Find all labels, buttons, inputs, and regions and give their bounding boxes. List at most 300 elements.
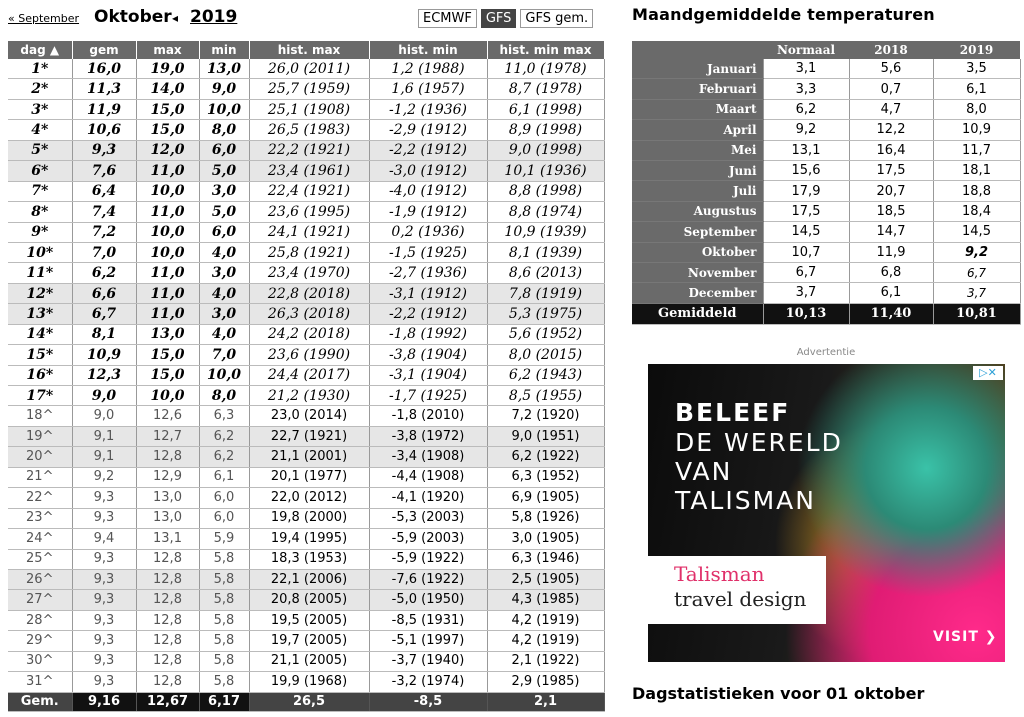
max-cell: 11,0 (136, 304, 199, 324)
day-cell[interactable]: 28^ (8, 610, 72, 630)
hist-min-cell: -3,4 (1908) (369, 447, 487, 467)
col-header-hist-min-max[interactable]: hist. min max (487, 41, 604, 59)
col-header-dag[interactable]: dag ▲ (8, 41, 72, 59)
hist-max-cell: 19,9 (1968) (249, 672, 369, 692)
month-name[interactable]: December (632, 283, 763, 303)
hist-max-cell: 23,6 (1995) (249, 202, 369, 222)
ad-headline-2: DE WERELD (675, 428, 843, 457)
hist-max-cell: 23,4 (1961) (249, 161, 369, 181)
day-cell[interactable]: 25^ (8, 549, 72, 569)
min-cell: 13,0 (199, 59, 249, 79)
hist-max-cell: 22,4 (1921) (249, 181, 369, 201)
table-row (8, 447, 604, 467)
monthly-total-normaal: 10,13 (763, 303, 849, 324)
hist-min-max-cell: 9,0 (1998) (487, 140, 604, 160)
hist-min-cell: -5,3 (2003) (369, 508, 487, 528)
day-cell[interactable]: 16* (8, 365, 72, 385)
hist-min-max-cell: 10,9 (1939) (487, 222, 604, 242)
month-2019: 6,7 (933, 262, 1020, 282)
monthly-total-2019: 10,81 (933, 303, 1020, 324)
ad-logo-brand: Talisman (674, 562, 765, 586)
monthly-col-normaal: Normaal (763, 41, 849, 59)
month-name[interactable]: Februari (632, 79, 763, 99)
day-cell[interactable]: 23^ (8, 508, 72, 528)
hist-min-max-cell: 5,6 (1952) (487, 324, 604, 344)
hist-min-max-cell: 8,8 (1998) (487, 181, 604, 201)
month-2018: 4,7 (849, 99, 933, 119)
model-button-gfs[interactable]: GFS (481, 9, 517, 28)
day-cell[interactable]: 4* (8, 120, 72, 140)
max-cell: 12,8 (136, 569, 199, 589)
max-cell: 12,8 (136, 672, 199, 692)
day-cell[interactable]: 6* (8, 161, 72, 181)
month-name[interactable]: September (632, 222, 763, 242)
hist-min-max-cell: 2,1 (1922) (487, 651, 604, 671)
table-row (8, 590, 604, 610)
col-header-gem[interactable]: gem (72, 41, 136, 59)
table-row (8, 59, 604, 79)
hist-max-cell: 22,8 (2018) (249, 283, 369, 303)
hist-max-cell: 22,7 (1921) (249, 426, 369, 446)
col-header-min[interactable]: min (199, 41, 249, 59)
month-2018: 14,7 (849, 222, 933, 242)
hist-min-cell: -3,8 (1904) (369, 345, 487, 365)
hist-min-cell: 1,2 (1988) (369, 59, 487, 79)
month-2018: 17,5 (849, 160, 933, 180)
day-cell[interactable]: 22^ (8, 488, 72, 508)
gem-cell: 7,0 (72, 242, 136, 262)
max-cell: 11,0 (136, 202, 199, 222)
table-row (8, 386, 604, 406)
hist-min-cell: -1,2 (1936) (369, 99, 487, 119)
day-cell[interactable]: 14* (8, 324, 72, 344)
gem-cell: 9,0 (72, 386, 136, 406)
month-normaal: 17,9 (763, 181, 849, 201)
ad-headline-1: BELEEF (675, 398, 791, 427)
hist-max-cell: 21,1 (2005) (249, 651, 369, 671)
total-hist-min-max: 2,1 (487, 692, 604, 711)
hist-min-max-cell: 9,0 (1951) (487, 426, 604, 446)
month-normaal: 6,2 (763, 99, 849, 119)
gem-cell: 6,6 (72, 283, 136, 303)
gem-cell: 7,6 (72, 161, 136, 181)
month-name[interactable]: April (632, 120, 763, 140)
hist-min-max-cell: 8,5 (1955) (487, 386, 604, 406)
max-cell: 11,0 (136, 263, 199, 283)
hist-min-cell: -3,8 (1972) (369, 426, 487, 446)
month-2019: 18,4 (933, 201, 1020, 221)
gem-cell: 9,3 (72, 488, 136, 508)
max-cell: 10,0 (136, 181, 199, 201)
month-2019: 9,2 (933, 242, 1020, 262)
table-row (8, 508, 604, 528)
month-2019: 18,8 (933, 181, 1020, 201)
table-row (8, 263, 604, 283)
month-row (632, 79, 1020, 99)
advertisement-banner[interactable] (648, 364, 1005, 662)
min-cell: 3,0 (199, 304, 249, 324)
col-header-hist-max[interactable]: hist. max (249, 41, 369, 59)
min-cell: 6,1 (199, 467, 249, 487)
table-row (8, 79, 604, 99)
month-name[interactable]: Juni (632, 160, 763, 180)
month-2018: 12,2 (849, 120, 933, 140)
max-cell: 12,9 (136, 467, 199, 487)
month-normaal: 13,1 (763, 140, 849, 160)
day-cell[interactable]: 19^ (8, 426, 72, 446)
month-2018: 11,9 (849, 242, 933, 262)
table-row (8, 631, 604, 651)
gem-cell: 9,2 (72, 467, 136, 487)
max-cell: 11,0 (136, 161, 199, 181)
max-cell: 15,0 (136, 99, 199, 119)
min-cell: 6,0 (199, 508, 249, 528)
day-cell[interactable]: 17* (8, 386, 72, 406)
month-row (632, 222, 1020, 242)
month-row (632, 283, 1020, 303)
hist-max-cell: 26,3 (2018) (249, 304, 369, 324)
hist-min-max-cell: 6,9 (1905) (487, 488, 604, 508)
day-cell[interactable]: 13* (8, 304, 72, 324)
day-cell[interactable]: 1* (8, 59, 72, 79)
gem-cell: 9,3 (72, 569, 136, 589)
month-normaal: 3,3 (763, 79, 849, 99)
max-cell: 10,0 (136, 386, 199, 406)
month-2018: 6,8 (849, 262, 933, 282)
hist-min-max-cell: 5,8 (1926) (487, 508, 604, 528)
min-cell: 5,8 (199, 590, 249, 610)
hist-max-cell: 25,7 (1959) (249, 79, 369, 99)
table-row (8, 283, 604, 303)
hist-max-cell: 19,7 (2005) (249, 631, 369, 651)
month-2019: 3,5 (933, 59, 1020, 79)
hist-min-cell: -3,1 (1904) (369, 365, 487, 385)
month-normaal: 3,7 (763, 283, 849, 303)
month-2018: 18,5 (849, 201, 933, 221)
day-statistics-title: Dagstatistieken voor 01 oktober (632, 684, 925, 703)
day-cell[interactable]: 27^ (8, 590, 72, 610)
hist-max-cell: 22,0 (2012) (249, 488, 369, 508)
month-normaal: 10,7 (763, 242, 849, 262)
max-cell: 13,1 (136, 529, 199, 549)
hist-min-cell: -1,5 (1925) (369, 242, 487, 262)
min-cell: 5,8 (199, 651, 249, 671)
month-row (632, 160, 1020, 180)
hist-min-cell: -4,0 (1912) (369, 181, 487, 201)
gem-cell: 9,3 (72, 508, 136, 528)
monthly-averages-table (632, 41, 1021, 325)
month-2018: 0,7 (849, 79, 933, 99)
gem-cell: 6,4 (72, 181, 136, 201)
gem-cell: 9,0 (72, 406, 136, 426)
min-cell: 5,8 (199, 631, 249, 651)
max-cell: 15,0 (136, 120, 199, 140)
min-cell: 6,2 (199, 447, 249, 467)
min-cell: 4,0 (199, 324, 249, 344)
min-cell: 5,9 (199, 529, 249, 549)
hist-min-max-cell: 10,1 (1936) (487, 161, 604, 181)
max-cell: 14,0 (136, 79, 199, 99)
table-row (8, 406, 604, 426)
month-name[interactable]: Oktober (632, 242, 763, 262)
current-month: Oktober (94, 7, 172, 27)
gem-cell: 9,3 (72, 590, 136, 610)
month-name[interactable]: Augustus (632, 201, 763, 221)
hist-max-cell: 20,8 (2005) (249, 590, 369, 610)
total-hist-max: 26,5 (249, 692, 369, 711)
month-row (632, 120, 1020, 140)
hist-max-cell: 26,0 (2011) (249, 59, 369, 79)
table-row (8, 569, 604, 589)
max-cell: 12,8 (136, 610, 199, 630)
daily-average-row (8, 692, 604, 711)
day-cell[interactable]: 9* (8, 222, 72, 242)
gem-cell: 11,3 (72, 79, 136, 99)
gem-cell: 11,9 (72, 99, 136, 119)
gem-cell: 9,3 (72, 631, 136, 651)
model-button-ecmwf[interactable]: ECMWF (418, 9, 477, 28)
hist-min-max-cell: 6,2 (1922) (487, 447, 604, 467)
hist-min-cell: -2,2 (1912) (369, 140, 487, 160)
model-button-gfs-gem[interactable]: GFS gem. (520, 9, 593, 28)
ad-visit-button[interactable]: VISIT ❯ (933, 629, 998, 645)
hist-max-cell: 21,1 (2001) (249, 447, 369, 467)
hist-max-cell: 26,5 (1983) (249, 120, 369, 140)
month-name[interactable]: Mei (632, 140, 763, 160)
col-header-hist-min[interactable]: hist. min (369, 41, 487, 59)
hist-min-max-cell: 4,2 (1919) (487, 610, 604, 630)
total-label: Gem. (8, 692, 72, 711)
hist-max-cell: 19,5 (2005) (249, 610, 369, 630)
month-2019: 8,0 (933, 99, 1020, 119)
model-selector (418, 9, 593, 28)
hist-min-max-cell: 6,3 (1946) (487, 549, 604, 569)
total-min: 6,17 (199, 692, 249, 711)
month-name[interactable]: Januari (632, 59, 763, 79)
max-cell: 12,0 (136, 140, 199, 160)
day-cell[interactable]: 3* (8, 99, 72, 119)
current-year-link[interactable]: 2019 (190, 7, 238, 27)
day-cell[interactable]: 20^ (8, 447, 72, 467)
month-select-arrow-icon[interactable]: ◂ (172, 11, 179, 25)
min-cell: 8,0 (199, 120, 249, 140)
gem-cell: 9,1 (72, 426, 136, 446)
month-name[interactable]: Maart (632, 99, 763, 119)
min-cell: 5,8 (199, 549, 249, 569)
month-2019: 14,5 (933, 222, 1020, 242)
hist-min-max-cell: 2,9 (1985) (487, 672, 604, 692)
day-cell[interactable]: 31^ (8, 672, 72, 692)
min-cell: 5,8 (199, 672, 249, 692)
hist-min-cell: -1,8 (1992) (369, 324, 487, 344)
day-cell[interactable]: 11* (8, 263, 72, 283)
hist-min-cell: -5,0 (1950) (369, 590, 487, 610)
adchoices-icon[interactable]: ▷✕ (973, 366, 1003, 380)
max-cell: 12,8 (136, 447, 199, 467)
month-2018: 6,1 (849, 283, 933, 303)
min-cell: 5,0 (199, 161, 249, 181)
gem-cell: 9,1 (72, 447, 136, 467)
day-cell[interactable]: 7* (8, 181, 72, 201)
month-row (632, 242, 1020, 262)
month-normaal: 15,6 (763, 160, 849, 180)
day-cell[interactable]: 18^ (8, 406, 72, 426)
monthly-total-2018: 11,40 (849, 303, 933, 324)
table-row (8, 304, 604, 324)
hist-max-cell: 25,8 (1921) (249, 242, 369, 262)
month-row (632, 201, 1020, 221)
table-row (8, 549, 604, 569)
table-row (8, 610, 604, 630)
hist-max-cell: 19,8 (2000) (249, 508, 369, 528)
month-normaal: 6,7 (763, 262, 849, 282)
table-row (8, 222, 604, 242)
day-cell[interactable]: 8* (8, 202, 72, 222)
day-cell[interactable]: 29^ (8, 631, 72, 651)
month-row (632, 140, 1020, 160)
monthly-col-empty (632, 41, 763, 59)
table-row (8, 365, 604, 385)
hist-max-cell: 24,2 (2018) (249, 324, 369, 344)
table-row (8, 202, 604, 222)
min-cell: 9,0 (199, 79, 249, 99)
min-cell: 6,0 (199, 222, 249, 242)
month-2019: 18,1 (933, 160, 1020, 180)
hist-min-cell: -3,1 (1912) (369, 283, 487, 303)
month-row (632, 262, 1020, 282)
day-cell[interactable]: 10* (8, 242, 72, 262)
monthly-averages-title: Maandgemiddelde temperaturen (632, 5, 935, 24)
monthly-col-2019: 2019 (933, 41, 1020, 59)
hist-min-max-cell: 8,0 (2015) (487, 345, 604, 365)
hist-min-cell: -2,9 (1912) (369, 120, 487, 140)
hist-min-cell: -2,7 (1936) (369, 263, 487, 283)
min-cell: 4,0 (199, 242, 249, 262)
table-row (8, 99, 604, 119)
min-cell: 6,2 (199, 426, 249, 446)
total-hist-min: -8,5 (369, 692, 487, 711)
hist-min-cell: -7,6 (1922) (369, 569, 487, 589)
table-row (8, 140, 604, 160)
min-cell: 5,0 (199, 202, 249, 222)
gem-cell: 7,2 (72, 222, 136, 242)
monthly-total-label: Gemiddeld (632, 303, 763, 324)
hist-min-cell: -2,2 (1912) (369, 304, 487, 324)
month-normaal: 17,5 (763, 201, 849, 221)
hist-min-cell: -3,7 (1940) (369, 651, 487, 671)
table-row (8, 181, 604, 201)
hist-min-cell: -1,7 (1925) (369, 386, 487, 406)
max-cell: 10,0 (136, 222, 199, 242)
max-cell: 19,0 (136, 59, 199, 79)
gem-cell: 9,4 (72, 529, 136, 549)
hist-max-cell: 23,4 (1970) (249, 263, 369, 283)
day-cell[interactable]: 12* (8, 283, 72, 303)
col-header-max[interactable]: max (136, 41, 199, 59)
gem-cell: 16,0 (72, 59, 136, 79)
min-cell: 3,0 (199, 181, 249, 201)
day-cell[interactable]: 30^ (8, 651, 72, 671)
hist-max-cell: 25,1 (1908) (249, 99, 369, 119)
month-2019: 10,9 (933, 120, 1020, 140)
max-cell: 12,6 (136, 406, 199, 426)
month-2018: 16,4 (849, 140, 933, 160)
month-normaal: 9,2 (763, 120, 849, 140)
hist-max-cell: 20,1 (1977) (249, 467, 369, 487)
hist-min-max-cell: 2,5 (1905) (487, 569, 604, 589)
hist-min-max-cell: 8,9 (1998) (487, 120, 604, 140)
hist-min-cell: -8,5 (1931) (369, 610, 487, 630)
month-name[interactable]: Juli (632, 181, 763, 201)
max-cell: 15,0 (136, 365, 199, 385)
hist-min-cell: 0,2 (1936) (369, 222, 487, 242)
min-cell: 6,0 (199, 140, 249, 160)
monthly-header-row (632, 41, 1020, 59)
day-cell[interactable]: 15* (8, 345, 72, 365)
max-cell: 13,0 (136, 324, 199, 344)
month-normaal: 14,5 (763, 222, 849, 242)
hist-min-max-cell: 5,3 (1975) (487, 304, 604, 324)
hist-min-max-cell: 4,3 (1985) (487, 590, 604, 610)
max-cell: 12,8 (136, 549, 199, 569)
ad-logo (648, 556, 826, 624)
month-2019: 11,7 (933, 140, 1020, 160)
hist-min-max-cell: 6,1 (1998) (487, 99, 604, 119)
max-cell: 13,0 (136, 488, 199, 508)
max-cell: 10,0 (136, 242, 199, 262)
hist-min-cell: -1,8 (2010) (369, 406, 487, 426)
day-cell[interactable]: 2* (8, 79, 72, 99)
gem-cell: 9,3 (72, 549, 136, 569)
day-cell[interactable]: 21^ (8, 467, 72, 487)
gem-cell: 9,3 (72, 672, 136, 692)
gem-cell: 8,1 (72, 324, 136, 344)
hist-max-cell: 24,4 (2017) (249, 365, 369, 385)
hist-min-max-cell: 8,1 (1939) (487, 242, 604, 262)
table-row (8, 324, 604, 344)
hist-min-max-cell: 6,2 (1943) (487, 365, 604, 385)
hist-min-cell: -4,4 (1908) (369, 467, 487, 487)
max-cell: 12,7 (136, 426, 199, 446)
month-name[interactable]: November (632, 262, 763, 282)
min-cell: 4,0 (199, 283, 249, 303)
prev-month-link[interactable]: « September (8, 12, 80, 25)
table-row (8, 529, 604, 549)
hist-min-cell: -3,2 (1974) (369, 672, 487, 692)
max-cell: 12,8 (136, 651, 199, 671)
month-row (632, 59, 1020, 79)
hist-max-cell: 23,6 (1990) (249, 345, 369, 365)
hist-max-cell: 22,2 (1921) (249, 140, 369, 160)
hist-min-max-cell: 11,0 (1978) (487, 59, 604, 79)
table-row (8, 488, 604, 508)
table-row (8, 161, 604, 181)
day-cell[interactable]: 24^ (8, 529, 72, 549)
hist-min-cell: -5,9 (1922) (369, 549, 487, 569)
hist-min-cell: -4,1 (1920) (369, 488, 487, 508)
day-cell[interactable]: 26^ (8, 569, 72, 589)
hist-min-max-cell: 6,3 (1952) (487, 467, 604, 487)
table-row (8, 651, 604, 671)
ad-headline-3: VAN (675, 457, 733, 486)
day-cell[interactable]: 5* (8, 140, 72, 160)
max-cell: 13,0 (136, 508, 199, 528)
hist-min-max-cell: 8,8 (1974) (487, 202, 604, 222)
hist-max-cell: 22,1 (2006) (249, 569, 369, 589)
ad-headline-4: TALISMAN (675, 486, 816, 515)
month-normaal: 3,1 (763, 59, 849, 79)
table-row (8, 672, 604, 692)
